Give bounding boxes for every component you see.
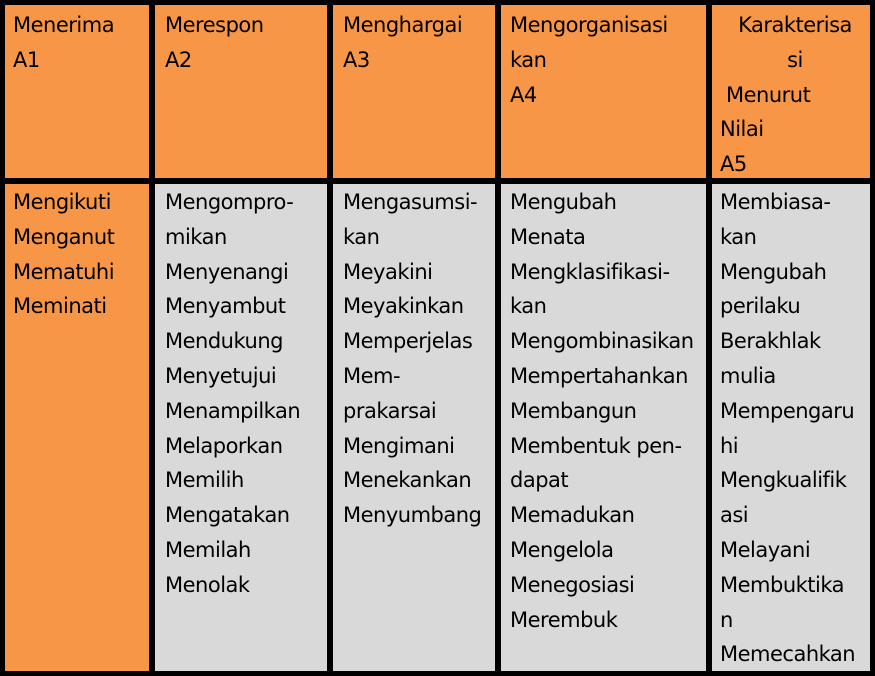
a4-item: Membentuk pen- <box>510 433 682 458</box>
a4-item: Mengelola <box>510 537 614 562</box>
a2-item: Menyambut <box>165 294 286 319</box>
a1-item: Meminati <box>13 294 107 319</box>
a3-item: Mengimani <box>343 433 455 458</box>
header-cell-a2 <box>155 5 327 178</box>
a4-item: Membangun <box>510 398 637 423</box>
a5-item: hi <box>720 433 739 458</box>
header-cell-a5 <box>712 5 870 178</box>
a4-item: Menegosiasi <box>510 572 635 597</box>
a4-item: Merembuk <box>510 607 618 632</box>
a5-item: Membiasa- <box>720 190 831 214</box>
a3-item: Menekankan <box>343 468 472 493</box>
a4-item: Mempertahankan <box>510 363 688 388</box>
a1-item: Menganut <box>13 224 115 249</box>
a5-item: mulia <box>720 363 776 388</box>
a5-item: asi <box>720 503 749 528</box>
header-cell-a4 <box>501 5 706 178</box>
a2-item: Menolak <box>165 572 250 597</box>
header-cell-a3 <box>333 5 495 178</box>
body-cell-a3 <box>333 184 495 671</box>
body-cell-a2 <box>155 184 327 671</box>
a3-item: kan <box>343 224 380 249</box>
header-a1-line-1: Menerima <box>13 13 115 37</box>
header-a5-line-1: Karakterisa <box>738 13 852 37</box>
a5-item: Membuktika <box>720 572 845 597</box>
a3-item: Mem- <box>343 363 401 388</box>
a2-item: Menyenangi <box>165 259 289 284</box>
a2-item: Menampilkan <box>165 398 301 423</box>
a3-item: Mengasumsi- <box>343 190 478 214</box>
header-a2-line-2: A2 <box>165 47 192 72</box>
header-a4-line-3: A4 <box>510 82 537 107</box>
a5-item: n <box>720 607 733 632</box>
a2-item: mikan <box>165 224 227 249</box>
a2-item: Memilah <box>165 537 251 562</box>
a4-item: Mengklasifikasi- <box>510 259 670 284</box>
a3-item: Memperjelas <box>343 329 473 354</box>
a4-item: dapat <box>510 468 569 493</box>
a4-item: kan <box>510 294 547 319</box>
a3-item: Meyakini <box>343 259 433 284</box>
a2-item: Mengatakan <box>165 503 290 528</box>
header-a5-line-2: si <box>787 47 803 72</box>
header-a4-line-2: kan <box>510 47 547 72</box>
a5-item: Memecahkan <box>720 642 856 667</box>
a2-item: Melaporkan <box>165 433 283 458</box>
header-a5-line-3: Menurut <box>726 82 811 107</box>
header-a5-line-4: Nilai <box>720 117 764 142</box>
a3-item: Menyumbang <box>343 503 482 528</box>
header-a1-line-2: A1 <box>13 47 40 72</box>
header-a5-line-5: A5 <box>720 152 747 177</box>
a5-item: Mengubah <box>720 259 827 284</box>
a2-item: Menyetujui <box>165 363 277 388</box>
a2-item: Mendukung <box>165 329 283 354</box>
body-cell-a4 <box>501 184 706 671</box>
a2-item: Memilih <box>165 468 244 493</box>
body-cell-a1 <box>5 184 149 671</box>
a3-item: prakarsai <box>343 398 437 423</box>
header-cell-a1 <box>5 5 149 178</box>
a4-item: Menata <box>510 224 586 249</box>
header-a4-line-1: Mengorganisasi <box>510 13 668 37</box>
a5-item: Mempengaru <box>720 398 855 423</box>
header-a3-line-2: A3 <box>343 47 370 72</box>
header-a3-line-1: Menghargai <box>343 13 463 37</box>
a5-item: perilaku <box>720 294 801 319</box>
a5-item: Melayani <box>720 537 811 562</box>
a5-item: Mengkualifik <box>720 468 847 493</box>
body-cell-a5 <box>712 184 870 671</box>
a4-item: Mengubah <box>510 190 617 214</box>
a1-item: Mengikuti <box>13 190 111 214</box>
a2-item: Mengompro- <box>165 190 294 214</box>
a5-item: kan <box>720 224 757 249</box>
a4-item: Mengombinasikan <box>510 329 694 354</box>
header-a2-line-1: Merespon <box>165 13 264 37</box>
a4-item: Memadukan <box>510 503 635 528</box>
a1-item: Mematuhi <box>13 259 115 284</box>
a3-item: Meyakinkan <box>343 294 464 319</box>
a5-item: Berakhlak <box>720 329 821 354</box>
